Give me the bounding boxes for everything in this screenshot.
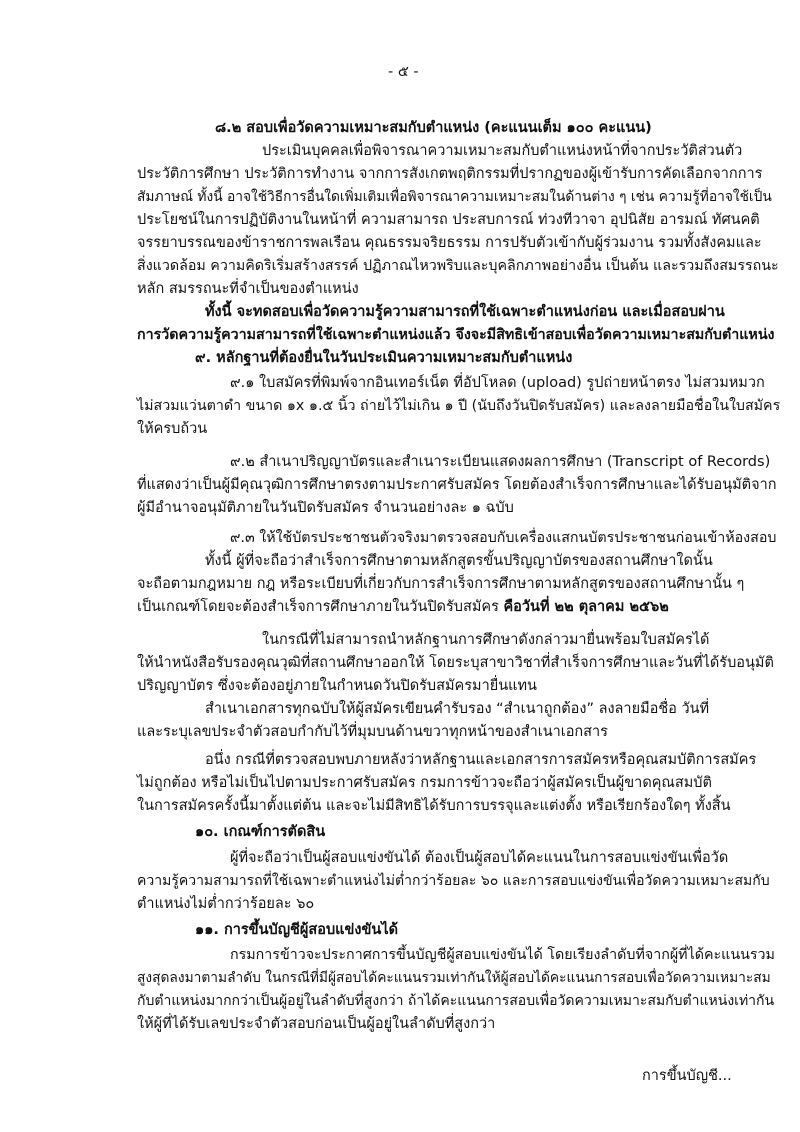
s82-note-line-2: การวัดความรู้ความสามารถที่ใช้เฉพาะตำแหน่งแล้ว จึงจะมีสิทธิเข้าสอบเพื่อวัดความเหมาะสมกับตำแหน่ง (137, 327, 775, 343)
s9-para4-line-3: ในการสมัครครั้งนี้มาตั้งแต่ต้น และจะไม่มีสิทธิได้รับการบรรจุและแต่งตั้ง หรือเรียกร้องใดๆ ทั้งสิ้น (137, 798, 731, 814)
s9-para2-line-1: ในกรณีที่ไม่สามารถนำหลักฐานการศึกษาดังกล่าวมายื่นพร้อมใบสมัครได้ (262, 632, 710, 648)
s11-line-4: ให้ผู้ที่ได้รับเลขประจำตัวสอบก่อนเป็นผู้อยู่ในลำดับที่สูงกว่า (137, 1016, 496, 1032)
s9-para1-last-text: เป็นเกณฑ์โดยจะต้องสำเร็จการศึกษาภายในวันปิดรับสมัคร (137, 599, 499, 615)
s9-item1-line-3: ให้ครบถ้วน (137, 421, 208, 437)
s9-item2-line-1: ๙.๒ สำเนาปริญญาบัตรและสำเนาระเบียนแสดงผลการศึกษา (Transcript of Records) (230, 454, 771, 470)
section-9-heading: ๙. หลักฐานที่ต้องยื่นในวันประเมินความเหมาะสมกับตำแหน่ง (195, 350, 573, 366)
s9-para1-line-1: ทั้งนี้ ผู้ที่จะถือว่าสำเร็จการศึกษาตามหลักสูตรขั้นปริญญาบัตรของสถานศึกษาใดนั้น (205, 553, 713, 569)
s82-note-line-1: ทั้งนี้ จะทดสอบเพื่อวัดความรู้ความสามารถที่ใช้เฉพาะตำแหน่งก่อน และเมื่อสอบผ่าน (205, 304, 725, 320)
s9-item1-line-1: ๙.๑ ใบสมัครที่พิมพ์จากอินเทอร์เน็ต ที่อัปโหลด (upload) รูปถ่ายหน้าตรง ไม่สวมหมวก (230, 375, 765, 391)
s82-line-5: จรรยาบรรณของข้าราชการพลเรือน คุณธรรมจริยธรรม การปรับตัวเข้ากับผู้ร่วมงาน รวมทั้งสังคมและ (137, 235, 762, 251)
s9-para3-line-2: และระบุเลขประจำตัวสอบกำกับไว้ที่มุมบนด้านขวาทุกหน้าของสำเนาเอกสาร (137, 724, 608, 740)
s9-item1-line-2: ไม่สวมแว่นตาดำ ขนาด ๑x ๑.๕ นิ้ว ถ่ายไว้ไม่เกิน ๑ ปี (นับถึงวันปิดรับสมัคร) และลงลายมือชื่อในใบสมัคร (137, 398, 781, 414)
s9-item2-line-2: ที่แสดงว่าเป็นผู้มีคุณวุฒิการศึกษาตรงตามประกาศรับสมัคร โดยต้องสำเร็จการศึกษาและได้รับอนุมัติจาก (137, 477, 777, 493)
continuation-text: การขึ้นบัญชี... (642, 1068, 732, 1084)
s10-line-1: ผู้ที่จะถือว่าเป็นผู้สอบแข่งขันได้ ต้องเป็นผู้สอบได้คะแนนในการสอบแข่งขันเพื่อวัด (230, 850, 729, 866)
s82-line-3: สัมภาษณ์ ทั้งนี้ อาจใช้วิธีการอื่นใดเพิ่มเติมเพื่อพิจารณาความเหมาะสมในด้านต่าง ๆ เช่น ความรู้ที่อาจใช้เป็น (137, 189, 772, 205)
s82-line-6: สิ่งแวดล้อม ความคิดริเริ่มสร้างสรรค์ ปฏิภาณไหวพริบและบุคลิกภาพอย่างอื่น เป็นต้น และรวมถึงสมรรถนะ (137, 258, 779, 274)
s10-line-3: ตำแหน่งไม่ต่ำกว่าร้อยละ ๖๐ (137, 896, 315, 912)
s9-para1-line-2: จะถือตามกฎหมาย กฎ หรือระเบียบที่เกี่ยวกับการสำเร็จการศึกษาตามหลักสูตรของสถานศึกษานั้น ๆ (137, 576, 745, 592)
s9-para1-line-3 (137, 597, 669, 617)
s9-item2-line-3: ผู้มีอำนาจอนุมัติภายในวันปิดรับสมัคร จำนวนอย่างละ ๑ ฉบับ (137, 500, 514, 516)
s9-deadline-date: คือวันที่ ๒๒ ตุลาคม ๒๕๖๒ (503, 599, 669, 615)
s82-line-2: ประวัติการศึกษา ประวัติการทำงาน จากการสังเกตพฤติกรรมที่ปรากฏของผู้เข้ารับการคัดเลือกจากการ (137, 166, 763, 182)
s82-line-4: ประโยชน์ในการปฏิบัติงานในหน้าที่ ความสามารถ ประสบการณ์ ท่วงทีวาจา อุปนิสัย อารมณ์ ทัศนคติ (137, 212, 760, 228)
s11-line-1: กรมการข้าวจะประกาศการขึ้นบัญชีผู้สอบแข่งขันได้ โดยเรียงลำดับที่จากผู้ที่ได้คะแนนรวม (230, 947, 775, 963)
s9-item3: ๙.๓ ให้ใช้บัตรประชาชนตัวจริงมาตรวจสอบกับเครื่องแสกนบัตรประชาชนก่อนเข้าห้องสอบ (230, 530, 777, 546)
section-11-heading: ๑๑. การขึ้นบัญชีผู้สอบแข่งขันได้ (195, 922, 399, 938)
s9-para4-line-1: อนึ่ง กรณีที่ตรวจสอบพบภายหลังว่าหลักฐานและเอกสารการสมัครหรือคุณสมบัติการสมัคร (205, 752, 757, 768)
section-10-heading: ๑๐. เกณฑ์การตัดสิน (195, 824, 326, 840)
s9-para4-line-2: ไม่ถูกต้อง หรือไม่เป็นไปตามประกาศรับสมัคร กรมการข้าวจะถือว่าผู้สมัครเป็นผู้ขาดคุณสมบัติ (137, 775, 712, 791)
page-number: - ๕ - (388, 64, 419, 80)
s82-line-7: หลัก สมรรถนะที่จำเป็นของตำแหน่ง (137, 281, 359, 297)
s11-line-2: สูงสุดลงมาตามลำดับ ในกรณีที่มีผู้สอบได้คะแนนรวมเท่ากันให้ผู้สอบได้คะแนนการสอบเพื่อวัดความเหมาะสม (137, 970, 771, 986)
s11-line-3: กับตำแหน่งมากกว่าเป็นผู้อยู่ในลำดับที่สูงกว่า ถ้าได้คะแนนการสอบเพื่อวัดความเหมาะสมกับตำแหน่งเท่ากัน (137, 993, 775, 1009)
s82-line-1: ประเมินบุคคลเพื่อพิจารณาความเหมาะสมกับตำแหน่งหน้าที่จากประวัติส่วนตัว (262, 143, 743, 159)
section-8-2-heading: ๘.๒ สอบเพื่อวัดความเหมาะสมกับตำแหน่ง (คะแนนเต็ม ๑๐๐ คะแนน) (215, 120, 652, 136)
s10-line-2: ความรู้ความสามารถที่ใช้เฉพาะตำแหน่งไม่ต่ำกว่าร้อยละ ๖๐ และการสอบแข่งขันเพื่อวัดความเหมาะสมกับ (137, 873, 770, 889)
s9-para3-line-1: สำเนาเอกสารทุกฉบับให้ผู้สมัครเขียนคำรับรอง “สำเนาถูกต้อง” ลงลายมือชื่อ วันที่ (205, 701, 710, 717)
s9-para2-line-2: ให้นำหนังสือรับรองคุณวุฒิที่สถานศึกษาออกให้ โดยระบุสาขาวิชาที่สำเร็จการศึกษาและวันที่ได้รับอนุมัติ (137, 655, 774, 671)
s9-para2-line-3: ปริญญาบัตร ซึ่งจะต้องอยู่ภายในกำหนดวันปิดรับสมัครมายื่นแทน (137, 678, 537, 694)
